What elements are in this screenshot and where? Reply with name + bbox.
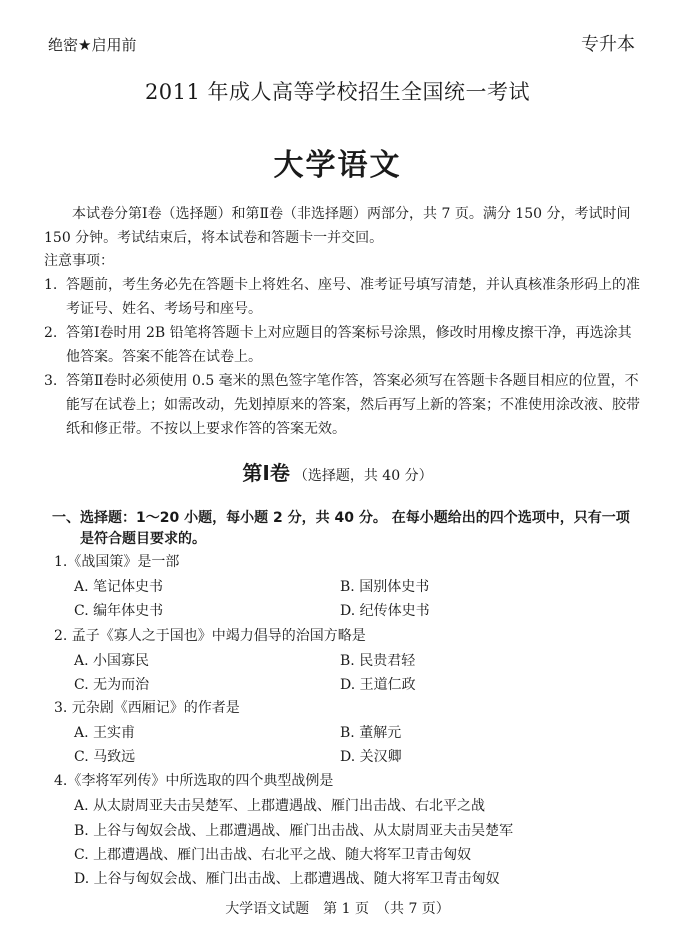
notice-item: [44, 273, 640, 321]
notice-item: [44, 321, 640, 369]
question-option: B. 民贵君轻: [340, 653, 416, 669]
question-stem: 2. 孟子《寡人之于国也》中竭力倡导的治国方略是: [54, 628, 366, 644]
notice-text: 答题前，考生务必先在答题卡上将姓名、座号、准考证号填写清楚，并认真核准条形码上的准考证号、姓名、考场号和座号。: [66, 277, 640, 317]
question-option: D. 上谷与匈奴会战、雁门出击战、上郡遭遇战、随大将军卫青击匈奴: [74, 871, 500, 887]
question-option: C. 编年体史书: [74, 603, 164, 619]
question-option: A. 王实甫: [74, 725, 136, 741]
question-option: A. 小国寡民: [74, 653, 150, 669]
question-option: A. 笔记体史书: [74, 579, 164, 595]
question-option: C. 马致远: [74, 749, 136, 765]
question-option: B. 国别体史书: [340, 579, 430, 595]
question-stem: 3. 元杂剧《西厢记》的作者是: [54, 700, 240, 716]
part-heading: [0, 457, 675, 486]
notice-number: 3.: [44, 373, 58, 389]
question-option: D. 关汉卿: [340, 749, 402, 765]
notice-item: [44, 369, 640, 441]
section-heading: [52, 508, 642, 550]
question-option: A. 从太尉周亚夫击吴楚军、上郡遭遇战、雁门出击战、右北平之战: [74, 798, 486, 814]
question-option: C. 上郡遭遇战、雁门出击战、右北平之战、随大将军卫青击匈奴: [74, 847, 472, 863]
question-option: C. 无为而治: [74, 677, 150, 693]
page-footer: 大学语文试题 第 1 页 （共 7 页）: [225, 901, 450, 917]
question-option: D. 纪传体史书: [340, 603, 430, 619]
notice-text: 答第Ⅰ卷时用 2B 铅笔将答题卡上对应题目的答案标号涂黑，修改时用橡皮擦干净，再选涂其他答案。答案不能答在试卷上。: [66, 325, 632, 365]
question-option: B. 董解元: [340, 725, 402, 741]
part-subtitle: （选择题，共 40 分）: [293, 468, 433, 484]
notice-number: 1.: [44, 277, 58, 293]
exam-title: 2011 年成人高等学校招生全国统一考试: [144, 80, 531, 104]
question-stem: 4.《李将军列传》中所选取的四个典型战例是: [54, 773, 334, 789]
intro-paragraph: 本试卷分第Ⅰ卷（选择题）和第Ⅱ卷（非选择题）两部分，共 7 页。满分 150 分，考试时间 150 分钟。考试结束后，将本试卷和答题卡一并交回。: [44, 206, 631, 246]
part-title: 第Ⅰ卷: [242, 461, 290, 485]
question-stem: 1.《战国策》是一部: [54, 554, 180, 570]
confidential-label: 绝密★启用前: [48, 36, 137, 54]
notice-number: 2.: [44, 325, 58, 341]
subject-title: 大学语文: [273, 148, 402, 183]
section-instructions: 选择题：1～20 小题，每小题 2 分，共 40 分。 在每小题给出的四个选项中，只有一项是符合题目要求的。: [80, 510, 630, 547]
question-option: B. 上谷与匈奴会战、上郡遭遇战、雁门出击战、从太尉周亚夫击吴楚军: [74, 823, 514, 839]
question-option: D. 王道仁政: [340, 677, 416, 693]
notice-heading: 注意事项：: [44, 253, 114, 269]
section-number: 一、: [52, 510, 80, 526]
exam-level-label: 专升本: [581, 34, 635, 55]
notice-text: 答第Ⅱ卷时必须使用 0.5 毫米的黑色签字笔作答，答案必须写在答题卡各题目相应的位置，不能写在试卷上；如需改动，先划掉原来的答案，然后再写上新的答案；不准使用涂改液、胶带纸和修正带。不按以上要求作答的答案无效。: [66, 373, 640, 437]
